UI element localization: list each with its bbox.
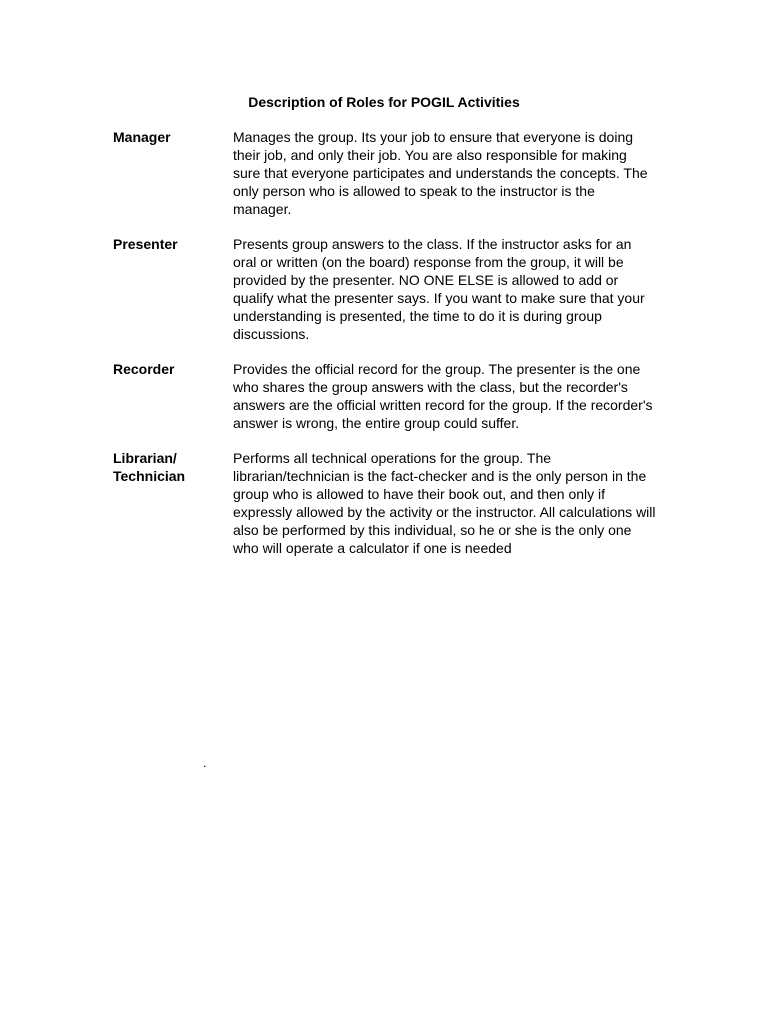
role-description: Manages the group. Its your job to ensure that everyone is doing their job, and only their job. You are also responsible for making sure that everyone participates and understands the concepts. The only person who is allowed to speak to the instructor is the manager. (233, 129, 648, 217)
role-manager (113, 128, 673, 218)
role-librarian-technician (113, 449, 673, 557)
role-recorder (113, 360, 673, 432)
role-description: Presents group answers to the class. If the instructor asks for an oral or written (on the board) response from the group, it will be provided by the presenter. NO ONE ELSE is allowed to add or qualify what the presenter says. If you want to make sure that your understanding is presented, the time to do it is during group discussions. (233, 236, 645, 342)
role-name: Librarian/ Technician (113, 450, 186, 484)
role-presenter (113, 235, 673, 343)
role-description: Performs all technical operations for the group. The librarian/technician is the fact-checker and is the only person in the group who is allowed to have their book out, and then only if expressly allowed by the activity or the instructor. All calculations will also be performed by this individual, so he or she is the only one who will operate a calculator if one is needed (233, 450, 656, 556)
page-title: Description of Roles for POGIL Activities (248, 94, 520, 110)
role-name: Manager (113, 129, 171, 145)
role-description: Provides the official record for the group. The presenter is the one who shares the group answers with the class, but the recorder's answers are the official written record for the group. If the recorder's answer is wrong, the entire group could suffer. (233, 361, 653, 431)
role-name: Presenter (113, 236, 178, 252)
stray-mark: . (203, 756, 207, 770)
role-name: Recorder (113, 361, 175, 377)
roles-list (113, 128, 673, 574)
